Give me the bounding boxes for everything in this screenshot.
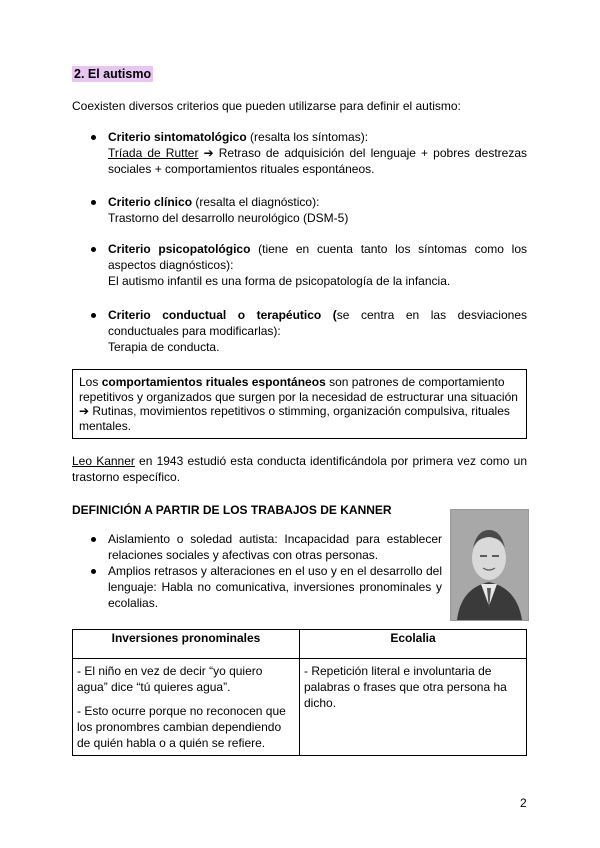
criterion-text: El autismo infantil es una forma de psicopatología de la infancia. xyxy=(108,274,451,288)
criteria-list-2 xyxy=(72,194,527,226)
kanner-paragraph xyxy=(72,453,527,485)
bullet-icon xyxy=(91,200,96,205)
table-header-ecolalia: Ecolalia xyxy=(300,630,527,659)
criterion-title: Criterio psicopatológico xyxy=(108,242,251,256)
intro-paragraph: Coexisten diversos criterios que pueden utilizarse para definir el autismo: xyxy=(72,99,461,113)
criterion-paren: se centra en las desviaciones conductuales para modificarlas): xyxy=(108,308,527,338)
box-text-pre: Los xyxy=(79,375,102,389)
portrait-illustration xyxy=(451,510,528,620)
table-row xyxy=(73,659,527,756)
kanner-points-list xyxy=(72,531,442,611)
criterion-title: Criterio clínico xyxy=(108,195,193,209)
cell-text: - El niño en vez de decir “yo quiero agua” dice “tú quieres agua”. xyxy=(77,664,263,694)
criterion-text: ➔ Retraso de adquisición del lenguaje + pobres destrezas sociales + comportamientos rituales espontáneos. xyxy=(108,146,527,176)
criterion-text: Trastorno del desarrollo neurológico (DSM-5) xyxy=(108,211,349,225)
table-header-pronominal: Inversiones pronominales xyxy=(73,630,300,659)
definition-title: DEFINICIÓN A PARTIR DE LOS TRABAJOS DE KANNER xyxy=(72,503,392,517)
table-cell-ecolalia xyxy=(300,659,527,756)
kanner-link[interactable]: Leo Kanner xyxy=(72,454,135,468)
criteria-list-4 xyxy=(72,307,527,355)
rutter-link[interactable]: Tríada de Rutter xyxy=(108,146,199,160)
kanner-text: en 1943 estudió esta conducta identificándola por primera vez como un trastorno específico. xyxy=(72,454,527,484)
kanner-point-text: Aislamiento o soledad autista: Incapacidad para establecer relaciones sociales y afectivas con otras personas. xyxy=(108,532,442,562)
criteria-list-1 xyxy=(72,129,527,177)
bullet-icon xyxy=(91,135,96,140)
cell-text: - Repetición literal e involuntaria de palabras o frases que otra persona ha dicho. xyxy=(304,664,507,710)
box-text-bold: comportamientos rituales espontáneos xyxy=(101,375,326,389)
table-header-row xyxy=(73,630,527,659)
criteria-list-3 xyxy=(72,241,527,289)
rituals-note-box xyxy=(72,369,527,439)
kanner-point xyxy=(72,563,442,611)
criterion-paren: (tiene en cuenta tanto los síntomas como los aspectos diagnósticos): xyxy=(108,242,527,272)
criterion-title: Criterio sintomatológico xyxy=(108,130,247,144)
bullet-icon xyxy=(91,313,96,318)
criterion-title: Criterio conductual o terapéutico ( xyxy=(108,308,337,322)
comparison-table xyxy=(72,629,527,756)
page-number: 2 xyxy=(520,796,527,810)
criterion-text: Terapia de conducta. xyxy=(108,340,220,354)
criterion-item xyxy=(72,129,527,177)
criterion-item xyxy=(72,194,527,226)
kanner-point xyxy=(72,531,442,563)
criterion-item xyxy=(72,307,527,355)
bullet-icon xyxy=(91,537,96,542)
box-text-post: son patrones de comportamiento repetitivos y organizados que surgen por la necesidad de estructurar una situación ➔ Rutinas, movimientos repetitivos o stimming, organización compulsiva, rituales mentales. xyxy=(79,375,518,433)
bullet-icon xyxy=(91,247,96,252)
table-cell-pronominal xyxy=(73,659,300,756)
criterion-paren: (resalta el diagnóstico): xyxy=(192,195,320,209)
criterion-paren: (resalta los síntomas): xyxy=(246,130,369,144)
kanner-point-text: Amplios retrasos y alteraciones en el uso y en el desarrollo del lenguaje: Habla no comunicativa, inversiones pronominales y ecolalias. xyxy=(108,564,442,610)
cell-text: - Esto ocurre porque no reconocen que los pronombres cambian dependiendo de quién habla o a quién se refiere. xyxy=(77,704,286,750)
bullet-icon xyxy=(91,569,96,574)
section-heading: 2. El autismo xyxy=(74,67,152,81)
criterion-item xyxy=(72,241,527,289)
kanner-portrait-image xyxy=(450,509,529,621)
